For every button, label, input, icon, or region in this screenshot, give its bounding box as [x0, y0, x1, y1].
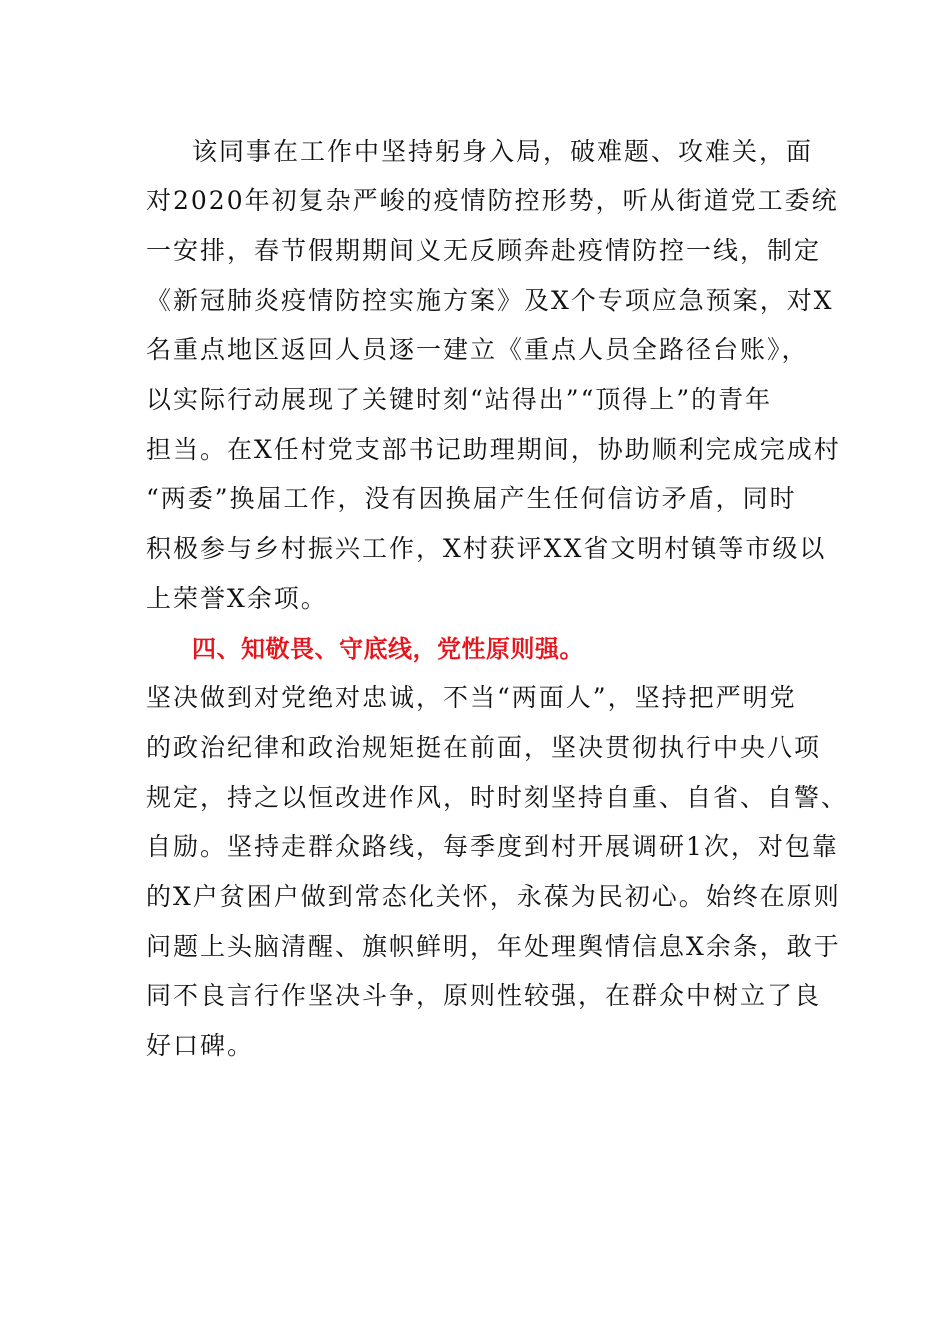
paragraph-1-line-7: 担当。在X任村党支部书记助理期间，协助顺利完成完成村 — [146, 435, 841, 464]
paragraph-2-line-6: 问题上头脑清醒、旗帜鲜明，年处理舆情信息X余条，敢于 — [146, 932, 841, 961]
paragraph-2-line-5: 的X户贫困户做到常态化关怀，永葆为民初心。始终在原则 — [146, 882, 841, 911]
paragraph-2-line-8: 好口碑。 — [146, 1031, 255, 1060]
paragraph-1-line-5: 名重点地区返回人员逐一建立《重点人员全路径台账》， — [146, 335, 809, 364]
paragraph-1-line-2: 对2020年初复杂严峻的疫情防控形势，听从街道党工委统 — [146, 186, 839, 215]
paragraph-2-line-4: 自励。坚持走群众路线，每季度到村开展调研1次，对包靠 — [146, 832, 839, 861]
paragraph-2-line-1: 坚决做到对党绝对忠诚，不当“两面人”，坚持把严明党 — [146, 683, 797, 712]
paragraph-1-line-6: 以实际行动展现了关键时刻“站得出”“顶得上”的青年 — [146, 385, 773, 414]
paragraph-2-line-7: 同不良言行作坚决斗争，原则性较强，在群众中树立了良 — [146, 981, 822, 1010]
paragraph-1-line-3: 一安排，春节假期期间义无反顾奔赴疫情防控一线，制定 — [146, 236, 822, 265]
section-heading: 四、知敬畏、守底线，党性原则强。 — [192, 635, 584, 663]
paragraph-1-line-4: 《新冠肺炎疫情防控实施方案》及X个专项应急预案，对X — [146, 286, 834, 315]
paragraph-1-line-1: 该同事在工作中坚持躬身入局，破难题、攻难关，面 — [192, 137, 814, 166]
paragraph-2-line-3: 规定，持之以恒改进作风，时时刻坚持自重、自省、自警、 — [146, 783, 849, 812]
paragraph-1-line-8: “两委”换届工作，没有因换届产生任何信访矛盾，同时 — [146, 484, 797, 513]
paragraph-1-line-10: 上荣誉X余项。 — [146, 584, 328, 613]
paragraph-2-line-2: 的政治纪律和政治规矩挺在前面，坚决贯彻执行中央八项 — [146, 733, 822, 762]
paragraph-1-line-9: 积极参与乡村振兴工作，X村获评XX省文明村镇等市级以 — [146, 534, 827, 563]
